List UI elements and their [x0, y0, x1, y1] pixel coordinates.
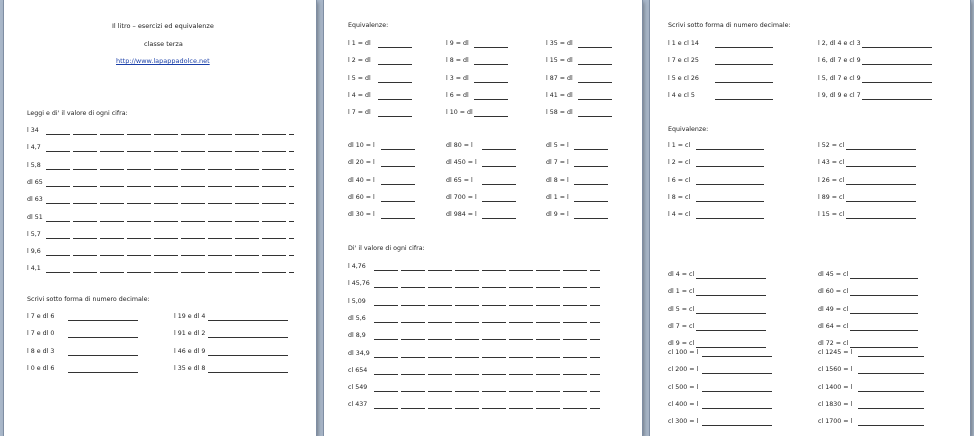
read-value-item-answer-line[interactable]: [46, 272, 294, 273]
eq-dl-l-col2-answer-line[interactable]: [482, 149, 516, 150]
eq-l-dl-col3-answer-line[interactable]: [578, 82, 612, 83]
read-value-item-label: l 5,7: [27, 230, 41, 238]
eq-dl-l-col1-label: dl 20 = l: [348, 159, 375, 167]
decimal-item-left-answer-line[interactable]: [68, 337, 138, 338]
decimal-form-left-answer-line[interactable]: [715, 47, 773, 48]
eq-dl-l-col3-label: dl 1 = l: [546, 193, 569, 201]
eq-cl-l-left-answer-line[interactable]: [702, 373, 772, 374]
eq-l-dl-col2-answer-line[interactable]: [474, 47, 508, 48]
eq-dl-l-col3-label: dl 7 = l: [546, 159, 569, 167]
section-heading-read-value: Leggi e di' il valore di ogni cifra:: [27, 110, 128, 117]
eq-dl-cl-right-label: dl 64 = cl: [818, 322, 849, 330]
digit-value-item-label: l 5,09: [348, 297, 366, 305]
digit-value-item-label: dl 34,9: [348, 349, 370, 357]
eq-l-dl-col1-label: l 5 = dl: [348, 74, 371, 82]
digit-value-item-answer-line[interactable]: [374, 339, 600, 340]
eq-dl-cl-left-label: dl 4 = cl: [668, 271, 695, 278]
eq-dl-cl-left-label: dl 7 = cl: [668, 322, 695, 330]
decimal-item-right-label: l 19 e dl 4: [174, 313, 206, 320]
website-link[interactable]: http://www.lapappadolce.net: [116, 57, 210, 65]
decimal-form-right-answer-line[interactable]: [862, 64, 932, 65]
eq-dl-l-col1-answer-line[interactable]: [381, 166, 415, 167]
eq-cl-l-left-answer-line[interactable]: [702, 356, 772, 357]
decimal-form-left-answer-line[interactable]: [715, 99, 773, 100]
read-value-item-label: l 4,1: [27, 265, 41, 273]
eq-l-dl-col1-label: l 4 = dl: [348, 91, 371, 99]
section-heading-equivalences-cl: Equivalenze:: [668, 126, 709, 133]
decimal-item-right-answer-line[interactable]: [208, 355, 288, 356]
read-value-item-answer-line[interactable]: [46, 169, 294, 170]
eq-dl-l-col2-answer-line[interactable]: [482, 166, 516, 167]
decimal-item-right-label: l 91 e dl 2: [174, 330, 206, 338]
eq-dl-cl-right-label: dl 60 = cl: [818, 288, 849, 296]
eq-dl-cl-left-answer-line[interactable]: [696, 313, 766, 314]
decimal-form-right-label: l 2, dl 4 e cl 3: [818, 40, 861, 47]
digit-value-item-label: l 4,76: [348, 263, 366, 270]
digit-value-item-answer-line[interactable]: [374, 322, 600, 323]
decimal-item-left-label: l 0 e dl 6: [27, 364, 55, 372]
read-value-item-answer-line[interactable]: [46, 221, 294, 222]
digit-value-item-answer-line[interactable]: [374, 408, 600, 409]
eq-cl-l-right-label: cl 1245 = l: [818, 349, 853, 356]
eq-l-dl-col1-label: l 2 = dl: [348, 57, 371, 65]
eq-dl-cl-right-label: dl 45 = cl: [818, 271, 849, 278]
section-heading-decimal-form: Scrivi sotto forma di numero decimale:: [668, 22, 791, 29]
eq-dl-cl-right-answer-line[interactable]: [850, 313, 918, 314]
decimal-item-left-answer-line[interactable]: [68, 355, 138, 356]
eq-cl-l-right-label: cl 1700 = l: [818, 418, 853, 426]
read-value-item-label: dl 63: [27, 196, 43, 204]
read-value-item-answer-line[interactable]: [46, 203, 294, 204]
digit-value-item-label: cl 437: [348, 401, 368, 409]
eq-l-cl-left-label: l 1 = cl: [668, 142, 691, 149]
eq-dl-l-col3-answer-line[interactable]: [574, 149, 608, 150]
read-value-item-label: dl 65: [27, 178, 43, 186]
decimal-form-left-answer-line[interactable]: [715, 82, 773, 83]
decimal-form-right-label: l 5, dl 7 e cl 9: [818, 74, 861, 82]
eq-cl-l-left-label: cl 400 = l: [668, 400, 699, 408]
eq-cl-l-left-answer-line[interactable]: [702, 408, 772, 409]
eq-l-cl-right-label: l 89 = cl: [818, 193, 845, 201]
digit-value-item-answer-line[interactable]: [374, 305, 600, 306]
decimal-item-right-answer-line[interactable]: [208, 337, 288, 338]
eq-l-dl-col1-answer-line[interactable]: [378, 116, 412, 117]
eq-dl-l-col2-label: dl 450 = l: [446, 159, 477, 167]
eq-l-dl-col3-answer-line[interactable]: [578, 99, 612, 100]
read-value-item-answer-line[interactable]: [46, 186, 294, 187]
eq-l-cl-left-answer-line[interactable]: [696, 201, 764, 202]
decimal-form-left-label: l 5 e cl 26: [668, 74, 699, 82]
document-page-2: [324, 0, 642, 436]
read-value-item-answer-line[interactable]: [46, 238, 294, 239]
eq-l-cl-left-answer-line[interactable]: [696, 166, 764, 167]
eq-dl-l-col1-label: dl 60 = l: [348, 193, 375, 201]
eq-dl-l-col3-answer-line[interactable]: [574, 218, 608, 219]
decimal-form-right-answer-line[interactable]: [862, 99, 932, 100]
eq-l-dl-col2-label: l 8 = dl: [446, 57, 469, 65]
eq-l-cl-right-label: l 26 = cl: [818, 176, 845, 184]
decimal-form-right-label: l 9, dl 9 e cl 7: [818, 91, 861, 99]
eq-cl-l-right-label: cl 1560 = l: [818, 366, 853, 374]
eq-dl-cl-right-answer-line[interactable]: [850, 278, 918, 279]
eq-l-dl-col3-label: l 15 = dl: [546, 57, 573, 65]
digit-value-item-label: l 45,76: [348, 280, 370, 288]
eq-dl-l-col1-answer-line[interactable]: [381, 201, 415, 202]
decimal-item-right-label: l 35 e dl 8: [174, 364, 206, 372]
eq-l-cl-left-answer-line[interactable]: [696, 218, 764, 219]
eq-dl-cl-left-label: dl 1 = cl: [668, 288, 695, 296]
eq-dl-l-col2-label: dl 984 = l: [446, 211, 477, 219]
worksheet-subtitle: classe terza: [144, 40, 183, 48]
eq-l-cl-right-answer-line[interactable]: [846, 201, 916, 202]
decimal-form-left-label: l 7 e cl 25: [668, 57, 699, 65]
eq-dl-l-col1-answer-line[interactable]: [381, 218, 415, 219]
eq-l-dl-col2-label: l 10 = dl: [446, 109, 473, 117]
eq-l-dl-col1-label: l 1 = dl: [348, 40, 371, 47]
decimal-form-left-label: l 1 e cl 14: [668, 40, 699, 47]
eq-l-dl-col3-label: l 87 = dl: [546, 74, 573, 82]
eq-dl-l-col2-label: dl 80 = l: [446, 142, 473, 149]
eq-cl-l-left-answer-line[interactable]: [702, 391, 772, 392]
document-page-3: [650, 0, 970, 436]
eq-l-dl-col2-answer-line[interactable]: [474, 99, 508, 100]
eq-l-dl-col3-label: l 35 = dl: [546, 40, 573, 47]
decimal-item-left-label: l 8 e dl 3: [27, 347, 55, 355]
eq-dl-l-col1-answer-line[interactable]: [381, 149, 415, 150]
eq-l-cl-right-answer-line[interactable]: [846, 166, 916, 167]
eq-l-dl-col2-answer-line[interactable]: [474, 82, 508, 83]
decimal-form-left-label: l 4 e cl 5: [668, 91, 695, 99]
eq-dl-l-col3-label: dl 5 = l: [546, 142, 569, 149]
eq-l-dl-col3-label: l 41 = dl: [546, 91, 573, 99]
eq-dl-l-col2-answer-line[interactable]: [482, 201, 516, 202]
read-value-item-label: l 9,6: [27, 248, 41, 256]
section-heading-digit-value: Di' il valore di ogni cifra:: [348, 245, 425, 252]
read-value-item-label: l 34: [27, 127, 39, 134]
decimal-item-left-label: l 7 e dl 0: [27, 330, 55, 338]
eq-dl-cl-right-answer-line[interactable]: [850, 295, 918, 296]
read-value-item-answer-line[interactable]: [46, 151, 294, 152]
eq-l-cl-right-label: l 52 = cl: [818, 142, 845, 149]
document-page-1: [4, 0, 316, 436]
eq-l-dl-col2-label: l 3 = dl: [446, 74, 469, 82]
eq-l-dl-col1-answer-line[interactable]: [378, 64, 412, 65]
decimal-item-right-answer-line[interactable]: [208, 320, 288, 321]
eq-dl-l-col3-answer-line[interactable]: [574, 184, 608, 185]
eq-l-dl-col2-label: l 9 = dl: [446, 40, 469, 47]
eq-cl-l-right-label: cl 1400 = l: [818, 383, 853, 391]
read-value-item-answer-line[interactable]: [46, 134, 294, 135]
eq-cl-l-left-label: cl 300 = l: [668, 418, 699, 426]
eq-l-dl-col1-answer-line[interactable]: [378, 99, 412, 100]
section-heading-equivalences: Equivalenze:: [348, 22, 389, 29]
digit-value-item-label: dl 8,9: [348, 332, 366, 340]
digit-value-item-answer-line[interactable]: [374, 357, 600, 358]
eq-dl-cl-left-answer-line[interactable]: [696, 295, 766, 296]
eq-l-cl-right-answer-line[interactable]: [846, 149, 916, 150]
decimal-item-left-label: l 7 e dl 6: [27, 313, 55, 320]
eq-cl-l-right-answer-line[interactable]: [858, 391, 924, 392]
eq-dl-cl-right-label: dl 72 = cl: [818, 340, 849, 348]
eq-l-cl-left-answer-line[interactable]: [696, 184, 764, 185]
eq-l-cl-left-label: l 8 = cl: [668, 193, 691, 201]
eq-dl-l-col3-answer-line[interactable]: [574, 166, 608, 167]
decimal-form-left-answer-line[interactable]: [715, 64, 773, 65]
eq-cl-l-left-answer-line[interactable]: [702, 425, 772, 426]
eq-l-dl-col2-answer-line[interactable]: [474, 116, 508, 117]
eq-dl-cl-left-answer-line[interactable]: [696, 330, 766, 331]
decimal-form-right-answer-line[interactable]: [862, 47, 932, 48]
decimal-form-right-label: l 6, dl 7 e cl 9: [818, 57, 861, 65]
eq-dl-cl-left-answer-line[interactable]: [696, 347, 766, 348]
eq-dl-l-col2-label: dl 700 = l: [446, 193, 477, 201]
eq-l-cl-left-label: l 2 = cl: [668, 159, 691, 167]
digit-value-item-answer-line[interactable]: [374, 287, 600, 288]
digit-value-item-label: cl 654: [348, 366, 368, 374]
eq-cl-l-right-answer-line[interactable]: [858, 408, 924, 409]
eq-dl-l-col3-label: dl 9 = l: [546, 211, 569, 219]
eq-l-cl-right-label: l 15 = cl: [818, 211, 845, 219]
read-value-item-label: l 5,8: [27, 161, 41, 169]
decimal-item-left-answer-line[interactable]: [68, 372, 138, 373]
eq-l-cl-left-label: l 6 = cl: [668, 176, 691, 184]
eq-cl-l-right-answer-line[interactable]: [858, 356, 924, 357]
eq-l-cl-right-label: l 43 = cl: [818, 159, 845, 167]
eq-l-cl-left-label: l 4 = cl: [668, 211, 691, 219]
eq-dl-l-col1-answer-line[interactable]: [381, 184, 415, 185]
read-value-item-answer-line[interactable]: [46, 255, 294, 256]
digit-value-item-answer-line[interactable]: [374, 270, 600, 271]
eq-dl-cl-right-answer-line[interactable]: [850, 330, 918, 331]
eq-dl-l-col1-label: dl 30 = l: [348, 211, 375, 219]
eq-dl-cl-right-label: dl 49 = cl: [818, 305, 849, 313]
eq-dl-cl-left-answer-line[interactable]: [696, 278, 766, 279]
eq-dl-l-col3-answer-line[interactable]: [574, 201, 608, 202]
eq-l-dl-col3-answer-line[interactable]: [578, 116, 612, 117]
eq-dl-cl-right-answer-line[interactable]: [850, 347, 918, 348]
eq-dl-l-col1-label: dl 40 = l: [348, 176, 375, 184]
eq-l-cl-right-answer-line[interactable]: [846, 218, 916, 219]
eq-l-dl-col3-answer-line[interactable]: [578, 47, 612, 48]
eq-dl-l-col1-label: dl 10 = l: [348, 142, 375, 149]
eq-l-cl-left-answer-line[interactable]: [696, 149, 764, 150]
eq-cl-l-left-label: cl 200 = l: [668, 366, 699, 374]
digit-value-item-label: dl 5,6: [348, 314, 366, 322]
decimal-item-left-answer-line[interactable]: [68, 320, 138, 321]
eq-l-dl-col2-answer-line[interactable]: [474, 64, 508, 65]
eq-dl-l-col3-label: dl 8 = l: [546, 176, 569, 184]
eq-l-dl-col3-label: l 58 = dl: [546, 109, 573, 117]
eq-l-dl-col1-label: l 7 = dl: [348, 109, 371, 117]
eq-cl-l-right-label: cl 1830 = l: [818, 400, 853, 408]
eq-cl-l-left-label: cl 500 = l: [668, 383, 699, 391]
section-heading-decimal: Scrivi sotto forma di numero decimale:: [27, 296, 150, 303]
eq-dl-cl-left-label: dl 5 = cl: [668, 305, 695, 313]
eq-cl-l-right-answer-line[interactable]: [858, 373, 924, 374]
eq-l-dl-col1-answer-line[interactable]: [378, 82, 412, 83]
eq-cl-l-right-answer-line[interactable]: [858, 425, 924, 426]
read-value-item-label: l 4,7: [27, 144, 41, 152]
digit-value-item-answer-line[interactable]: [374, 374, 600, 375]
eq-l-dl-col2-label: l 6 = dl: [446, 91, 469, 99]
decimal-item-right-answer-line[interactable]: [208, 372, 288, 373]
eq-l-dl-col3-answer-line[interactable]: [578, 64, 612, 65]
eq-dl-cl-left-label: dl 9 = cl: [668, 340, 695, 348]
decimal-item-right-label: l 46 e dl 9: [174, 347, 206, 355]
digit-value-item-answer-line[interactable]: [374, 391, 600, 392]
eq-dl-l-col2-label: dl 65 = l: [446, 176, 473, 184]
eq-l-dl-col1-answer-line[interactable]: [378, 47, 412, 48]
read-value-item-label: dl 51: [27, 213, 43, 221]
worksheet-title: Il litro – esercizi ed equivalenze: [112, 22, 214, 30]
eq-dl-l-col2-answer-line[interactable]: [482, 184, 516, 185]
digit-value-item-label: cl 549: [348, 384, 368, 392]
eq-dl-l-col2-answer-line[interactable]: [482, 218, 516, 219]
eq-l-cl-right-answer-line[interactable]: [846, 184, 916, 185]
decimal-form-right-answer-line[interactable]: [862, 82, 932, 83]
eq-cl-l-left-label: cl 100 = l: [668, 349, 699, 356]
